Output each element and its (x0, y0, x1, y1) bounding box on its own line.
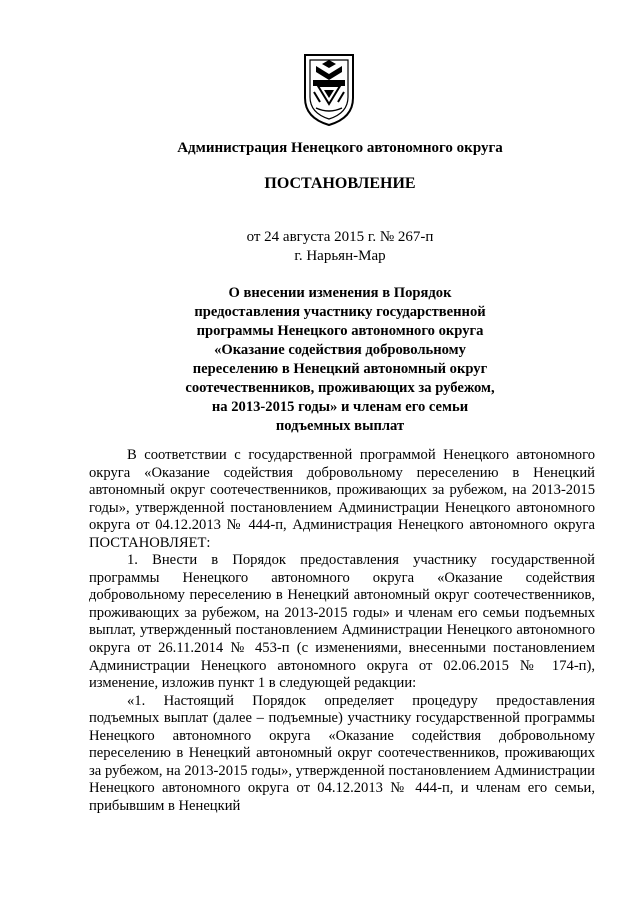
document-city: г. Нарьян-Мар (294, 248, 386, 264)
title-line: предоставления участнику государственной (194, 304, 486, 320)
document-body (89, 447, 595, 815)
document-type: ПОСТАНОВЛЕНИЕ (264, 175, 416, 192)
document-title (80, 284, 600, 436)
title-line: программы Ненецкого автономного округа (196, 323, 484, 339)
title-line: на 2013-2015 годы» и членам его семьи (211, 399, 469, 415)
title-line: подъемных выплат (275, 418, 405, 434)
body-paragraph: «1. Настоящий Порядок определяет процедуру предоставления подъемных выплат (далее – подъемные) участнику государственной программы Ненецкого автономного округа «Оказание содействия добровольному переселению в Ненецкий автономный округ соотечественников, проживающих за рубежом, на 2013-2015 годы», утвержденной постановлением Администрации Ненецкого автономного округа от 04.12.2013 № 444-п, и членам его семьи, прибывшим в Ненецкий (89, 692, 595, 814)
title-line: соотечественников, проживающих за рубежом, (185, 380, 495, 396)
document-date-number: от 24 августа 2015 г. № 267-п (246, 229, 434, 245)
body-paragraph: 1. Внести в Порядок предоставления участнику государственной программы Ненецкого автономного округа «Оказание содействия добровольному переселению в Ненецкий автономный округ соотечественников, проживающих за рубежом, на 2013-2015 годы» и членам его семьи подъемных выплат, утвержденный постановлением Администрации Ненецкого автономного округа от 26.11.2014 № 453-п (с изменениями, внесенными постановлением Администрации Ненецкого автономного округа от 02.06.2015 № 174-п), изменение, изложив пункт 1 в следующей редакции: (89, 552, 595, 692)
title-line: О внесении изменения в Порядок (228, 285, 452, 301)
title-line: переселению в Ненецкий автономный округ (192, 361, 488, 377)
title-line: «Оказание содействия добровольному (214, 342, 466, 358)
body-paragraph: В соответствии с государственной программой Ненецкого автономного округа «Оказание содействия добровольному переселению в Ненецкий автономный округ соотечественников, проживающих за рубежом, на 2013-2015 годы», утвержденной постановлением Администрации Ненецкого автономного округа от 04.12.2013 № 444-п, Администрация Ненецкого автономного округа ПОСТАНОВЛЯЕТ: (89, 447, 595, 551)
organization-name: Администрация Ненецкого автономного округа (177, 140, 503, 156)
coat-of-arms-icon (302, 52, 356, 128)
